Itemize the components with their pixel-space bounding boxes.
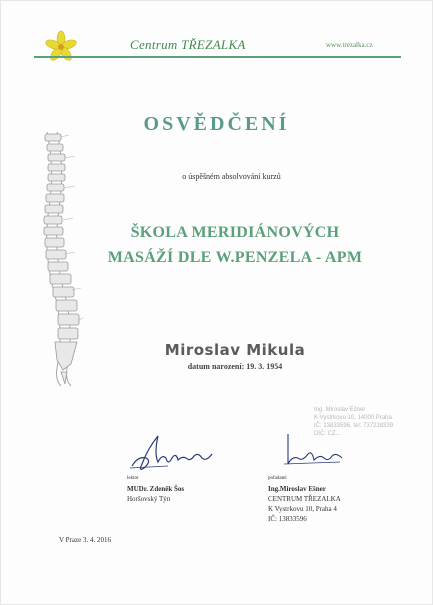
recipient-name: Miroslav Mikula [164, 341, 306, 359]
certificate-title: OSVĚDČENÍ [143, 113, 290, 135]
lecturer-name: MUDr. Zdeněk Šos [127, 485, 185, 493]
header-divider [34, 56, 401, 58]
lecturer-label: lektor [127, 476, 139, 481]
lecturer-block [127, 474, 184, 504]
organizer-signature [280, 428, 350, 472]
organizer-block [268, 474, 341, 524]
issue-date: V Praze 3. 4. 2016 [59, 536, 111, 544]
lecturer-place: Horšovský Týn [127, 495, 171, 503]
organizer-org: CENTRUM TŘEZALKA [268, 495, 341, 503]
organizer-label: pořadatel [268, 476, 287, 481]
brand-name: Centrum TŘEZALKA [130, 37, 246, 52]
birth-date: datum narození: 19. 3. 1954 [187, 362, 283, 371]
stamp-line-2: K Vystrkovu 10, 14000 Praha [314, 415, 392, 421]
stamp-line-3: IČ: 13833596, tel: 737228339 [314, 423, 394, 429]
organizer-ico: IČ: 13833596 [268, 515, 307, 523]
course-title-line-1: ŠKOLA MERIDIÁNOVÝCH [130, 224, 340, 241]
certificate-subtitle: o úspěšném absolvování kurzů [182, 172, 281, 181]
organizer-name: Ing.Miroslav Ešner [268, 485, 326, 493]
flower-logo-icon [44, 30, 78, 64]
stamp-line-1: Ing. Miroslav Ešner [314, 407, 366, 413]
website-text: www.trezalka.cz [326, 41, 373, 49]
organizer-address: K Vystrkovu 10, Praha 4 [268, 505, 337, 513]
lecturer-signature [128, 428, 216, 476]
stamp-line-4: DIČ: CZ... [314, 431, 341, 437]
course-title-line-2: MASÁŽÍ DLE W.PENZELA - APM [107, 249, 363, 266]
